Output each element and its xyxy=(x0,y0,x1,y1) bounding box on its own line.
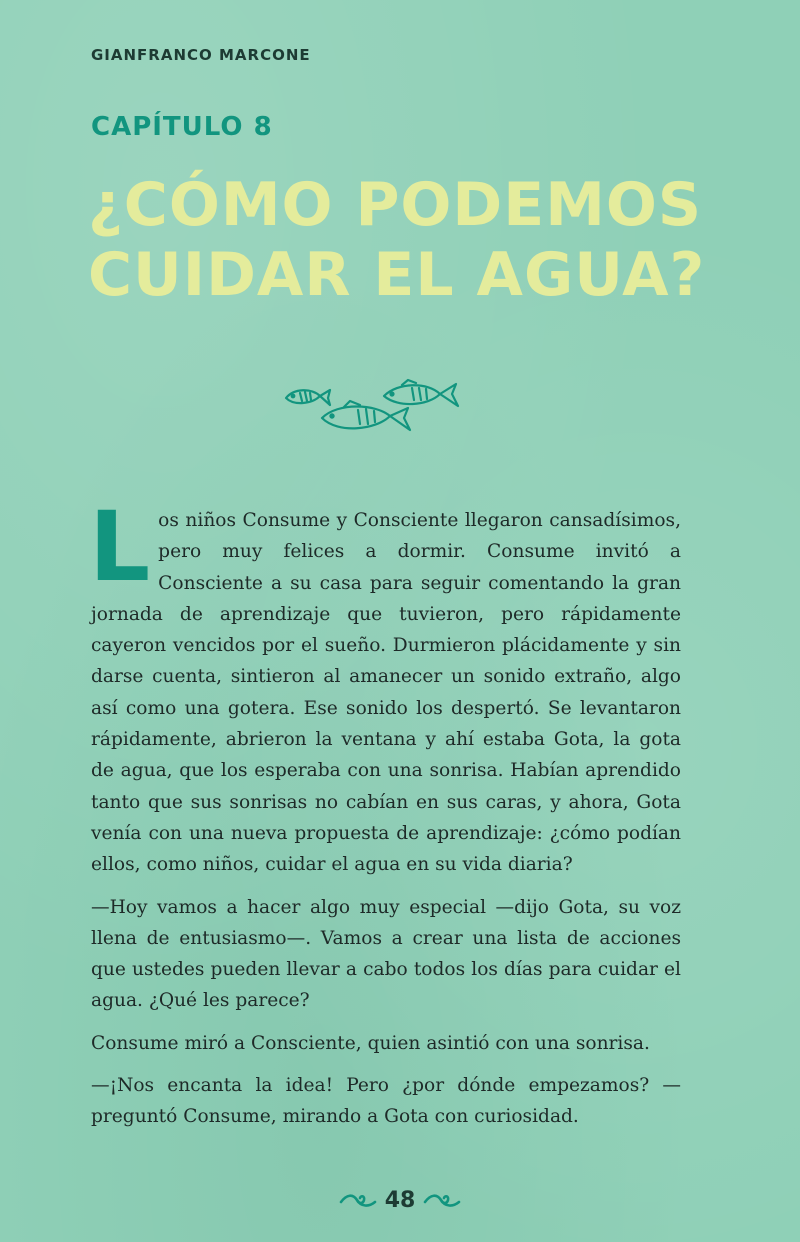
chapter-title xyxy=(88,170,768,310)
paragraph: —¡Nos encanta la idea! Pero ¿por dónde empezamos? —preguntó Consume, mirando a Gota con curiosidad. xyxy=(91,1075,681,1128)
paragraph: Consume miró a Consciente, quien asintió con una sonrisa. xyxy=(91,1032,650,1054)
wave-right-icon xyxy=(423,1190,461,1210)
paragraph: Los niños Consume y Consciente llegaron cansadísimos, pero muy felices a dormir. Consume invitó a Consciente a su casa para seguir comentando la gran jornada de aprendizaje que tuvieron, pero rápidamente cayeron vencidos por el sueño. Durmieron plácidamente y sin darse cuenta, sintieron al amanecer un sonido extraño, algo así como una gotera. Ese sonido los despertó. Se levantaron rápidamente, abrieron la ventana y ahí estaba Gota, la gota de agua, que los esperaba con una sonrisa. Habían aprendido tanto que sus sonrisas no cabían en sus caras, y ahora, Gota venía con una nueva propuesta de aprendizaje: ¿cómo podían ellos, como niños, cuidar el agua en su vida diaria? xyxy=(89,491,681,876)
body-text xyxy=(89,491,681,1144)
paragraph: —Hoy vamos a hacer algo muy especial —dijo Gota, su voz llena de entusiasmo—. Vamos a crear una lista de acciones que ustedes pueden llevar a cabo todos los días para cuidar el agua. ¿Qué les parece? xyxy=(91,896,681,1012)
chapter-title-line-1: ¿CÓMO PODEMOS xyxy=(88,170,703,240)
fish-icon xyxy=(280,376,465,442)
wave-left-icon xyxy=(339,1190,377,1210)
drop-cap: L xyxy=(89,491,151,603)
running-header-author: GIANFRANCO MARCONE xyxy=(91,46,311,64)
page-footer xyxy=(0,1180,800,1220)
chapter-label: CAPÍTULO 8 xyxy=(91,112,273,142)
page-number: 48 xyxy=(384,1187,416,1213)
chapter-title-line-2: CUIDAR EL AGUA? xyxy=(88,240,706,310)
